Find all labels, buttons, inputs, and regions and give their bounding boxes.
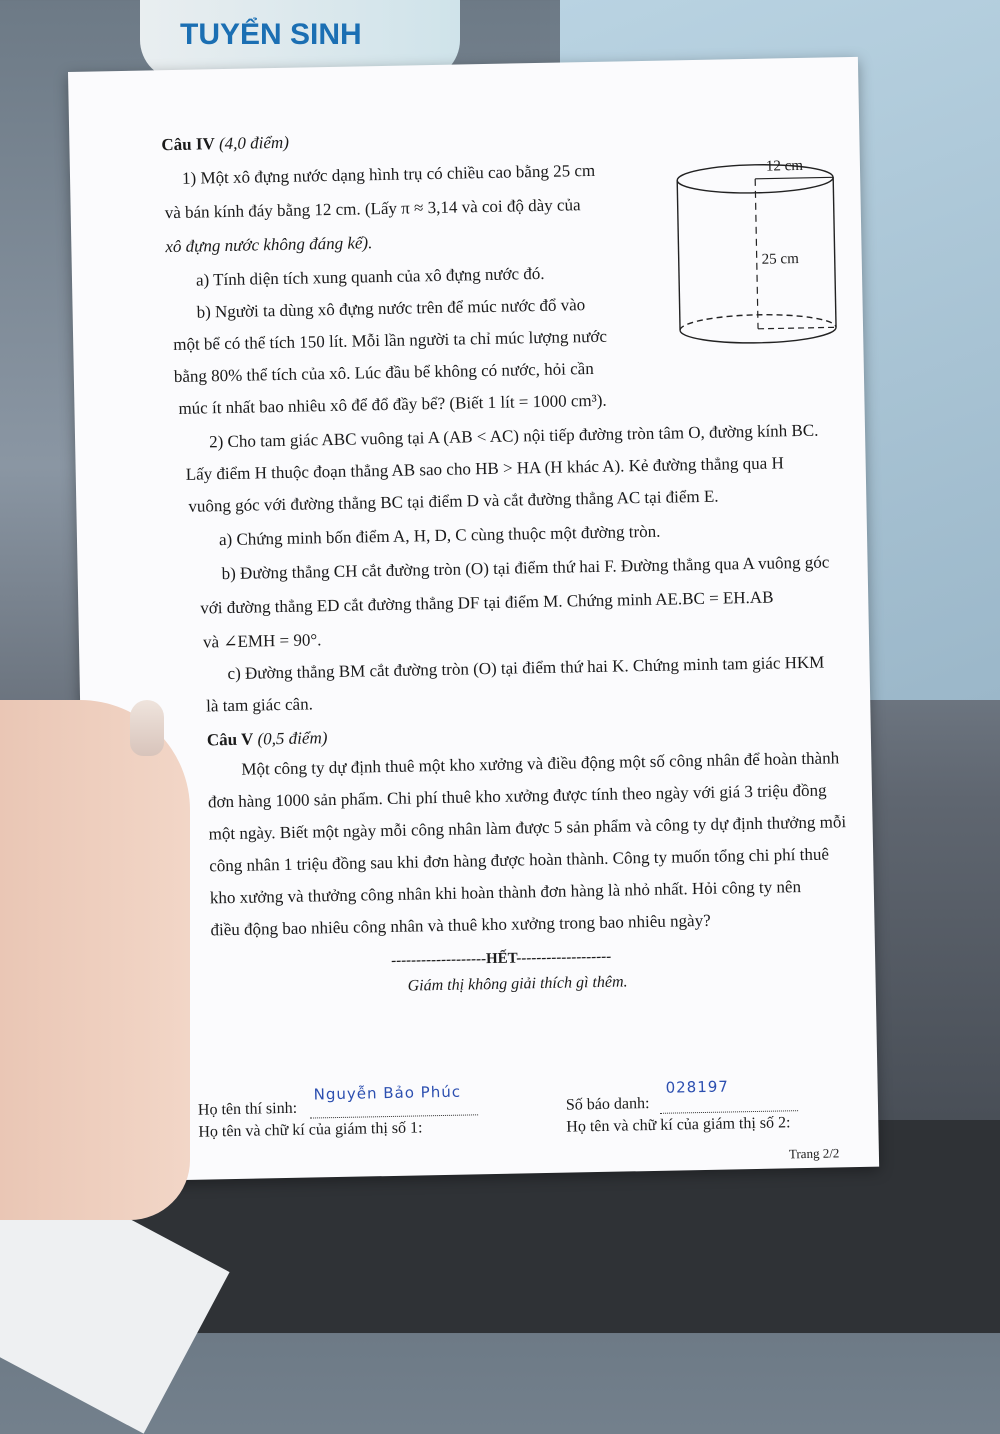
q1-line-2: và bán kính đáy bằng 12 cm. (Lấy π ≈ 3,14 và coi độ dày của (164, 195, 581, 223)
end-mark: -------------------HẾT------------------- (390, 948, 612, 969)
section-v-points: (0,5 điểm) (257, 728, 328, 749)
q2c-line-1: c) Đường thẳng BM cắt đường tròn (O) tại điểm thứ hai K. Chứng minh tam giác HKM (227, 652, 825, 684)
q2-line-2: Lấy điểm H thuộc đoạn thẳng AB sao cho HB > HA (H khác A). Kẻ đường thẳng qua H (185, 453, 784, 484)
q2-line-1: 2) Cho tam giác ABC vuông tại A (AB < AC) nội tiếp đường tròn tâm O, đường kính BC. (208, 420, 819, 452)
q1b-line-4: múc ít nhất bao nhiêu xô để đổ đầy bể? (Biết 1 lít = 1000 cm³). (178, 390, 607, 418)
section-v-line-3: một ngày. Biết một ngày mỗi công nhân làm được 5 sản phẩm và công ty dự định thưởng mỗi (208, 812, 847, 844)
q1-line-1: 1) Một xô đựng nước dạng hình trụ có chiều cao bằng 25 cm (181, 160, 596, 188)
proctor2-label: Họ tên và chữ kí của giám thị số 2: (566, 1114, 791, 1136)
q1a: a) Tính diện tích xung quanh của xô đựng nước đó. (195, 263, 545, 290)
section-iv-heading (161, 132, 289, 156)
q2b-line-1: b) Đường thẳng CH cắt đường tròn (O) tại điểm thứ hai F. Đường thẳng qua A vuông góc (221, 552, 830, 584)
hand (0, 700, 190, 1220)
q2b-line-3: và ∠EMH = 90°. (202, 630, 322, 652)
q2b-line-2: với đường thẳng ED cắt đường thẳng DF tại điểm M. Chứng minh AE.BC = EH.AB (200, 587, 774, 618)
section-v-line-4: công nhân 1 triệu đồng sau khi đơn hàng được hoàn thành. Công ty muốn tổng chi phí thuê (209, 844, 830, 876)
diagram-radius-label: 12 cm (765, 157, 804, 175)
section-v-line-6: điều động bao nhiêu công nhân và thuê kho xưởng trong bao nhiêu ngày? (210, 910, 711, 940)
section-v-line-2: đơn hàng 1000 sản phẩm. Chi phí thuê kho xưởng được tính theo ngày với giá 3 triệu đồng (207, 780, 827, 812)
proctor1-label: Họ tên và chữ kí của giám thị số 1: (198, 1119, 423, 1141)
candidate-no-label: Số báo danh: (565, 1095, 650, 1114)
q2-line-3: vuông góc với đường thẳng BC tại điểm D và cắt đường thẳng AC tại điểm E. (188, 486, 719, 516)
candidate-no-handwriting: 028197 (665, 1077, 730, 1097)
end-note: Giám thị không giải thích gì thêm. (407, 973, 628, 995)
q1b-line-1: b) Người ta dùng xô đựng nước trên để múc nước đổ vào (196, 295, 586, 322)
section-v-title: Câu V (206, 729, 254, 750)
section-iv-title: Câu IV (161, 134, 215, 155)
poster-title: TUYỂN SINH (180, 18, 362, 51)
candidate-name-handwriting: Nguyễn Bảo Phúc (313, 1082, 462, 1104)
candidate-no-dotted-line (660, 1096, 798, 1114)
q2a: a) Chứng minh bốn điểm A, H, D, C cùng thuộc một đường tròn. (218, 521, 661, 550)
candidate-name-label: Họ tên thí sinh: (197, 1099, 298, 1119)
section-iv-points: (4,0 điểm) (218, 132, 290, 154)
q2c-line-2: là tam giác cân. (206, 694, 314, 716)
q1b-line-2: một bể có thể tích 150 lít. Mỗi lần người ta chỉ múc lượng nước (173, 326, 608, 355)
diagram-height-label: 25 cm (761, 251, 799, 268)
page-number: Trang 2/2 (788, 1145, 840, 1162)
section-v-line-1: Một công ty dự định thuê một kho xưởng và điều động một số công nhân để hoàn thành (241, 748, 840, 779)
q1-line-3: xô đựng nước không đáng kể). (165, 233, 373, 257)
q1b-line-3: bằng 80% thể tích của xô. Lúc đầu bể không có nước, hỏi cần (173, 358, 594, 387)
fingernail (130, 700, 164, 756)
section-v-line-5: kho xưởng và thưởng công nhân khi hoàn thành đơn hàng là nhỏ nhất. Hỏi công ty nên (209, 877, 802, 908)
section-v-heading (207, 727, 328, 751)
